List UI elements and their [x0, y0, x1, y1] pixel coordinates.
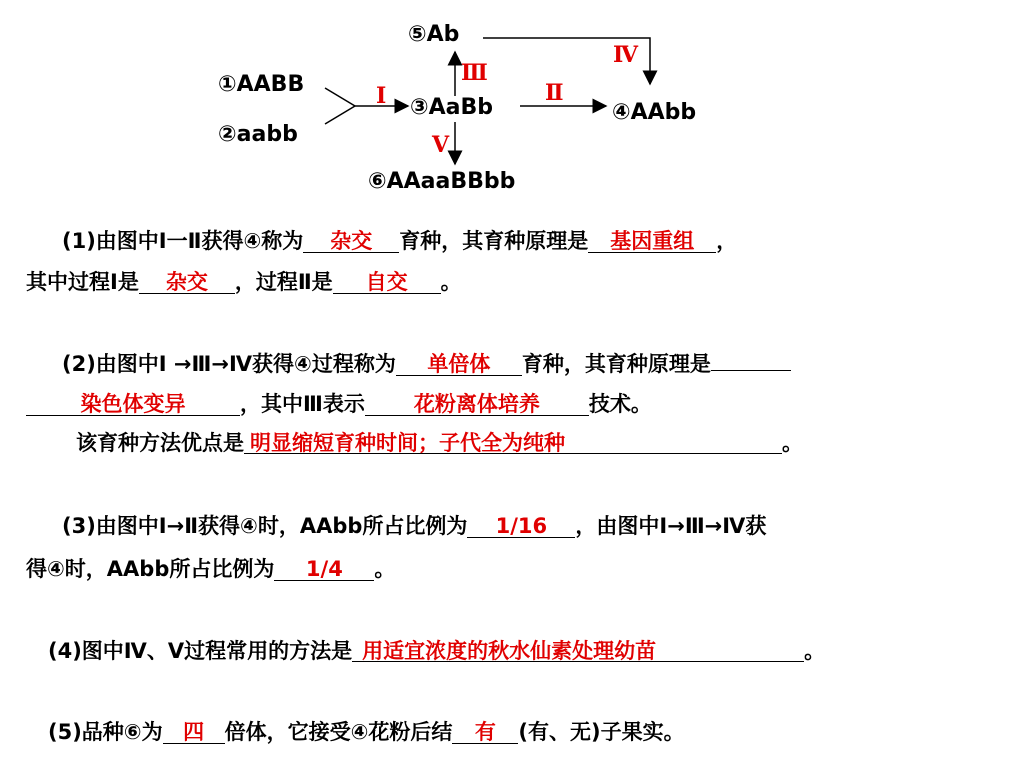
q2-line-1 [62, 345, 791, 378]
node-aaaabbbb-6: ⑥AAaaBBbb [368, 169, 516, 194]
label-process-3: Ⅲ [461, 60, 488, 86]
q1-line-1 [62, 227, 737, 255]
q2-blank-4 [244, 429, 782, 454]
q1-answer-1: 杂交 [330, 229, 373, 253]
q3-text-d: 。 [374, 557, 396, 581]
q2-answer-3: 花粉离体培养 [413, 392, 540, 416]
q2-blank-2b [26, 390, 240, 416]
q1-text-b: 育种，其育种原理是 [399, 229, 589, 253]
q1-blank-1 [303, 227, 399, 253]
label-process-4: Ⅳ [613, 42, 638, 68]
q2-blank-1 [396, 350, 522, 376]
q2-line-2 [26, 390, 652, 418]
q5-text-a: (5)品种⑥为 [48, 720, 163, 744]
label-process-5: V [432, 132, 450, 158]
q1-answer-4: 自交 [365, 270, 408, 294]
q4-answer-1: 用适宜浓度的秋水仙素处理幼苗 [362, 639, 657, 663]
q4-blank-1 [352, 637, 804, 662]
q2-text-e: 该育种方法优点是 [76, 431, 244, 455]
q1-answer-3: 杂交 [165, 270, 208, 294]
q3-blank-1 [467, 512, 575, 538]
cross-line-2 [325, 106, 355, 124]
q1-text-c: ， [716, 229, 738, 253]
q4-text-b: 。 [804, 639, 826, 663]
q3-text-c: 得④时，AAbb所占比例为 [26, 557, 275, 581]
q5-text-c: (有、无)子果实。 [518, 720, 685, 744]
q2-text-b: 育种，其育种原理是 [521, 352, 711, 376]
q5-blank-1 [163, 718, 225, 744]
q2-answer-4: 明显缩短育种时间；子代全为纯种 [250, 431, 565, 455]
cross-line-1 [325, 88, 355, 106]
q2-blank-2a [711, 345, 791, 371]
q2-text-f: 。 [782, 431, 803, 455]
q2-blank-3 [365, 390, 589, 416]
q1-answer-2: 基因重组 [610, 229, 695, 253]
q1-blank-2 [588, 227, 716, 253]
q3-line-2 [26, 555, 395, 583]
label-process-1: Ⅰ [376, 83, 387, 109]
q5-line-1 [48, 718, 685, 746]
node-aabb-3: ③AaBb [410, 95, 494, 120]
q1-blank-3 [139, 268, 235, 294]
q1-text-d: 其中过程Ⅰ是 [26, 270, 139, 294]
node-aabb-4: ④AAbb [612, 100, 697, 125]
q2-text-d: 技术。 [588, 392, 652, 416]
q3-text-b: ，由图中Ⅰ→Ⅲ→Ⅳ获 [575, 514, 767, 538]
q1-line-2 [26, 268, 462, 296]
q5-answer-2: 有 [474, 720, 496, 744]
q3-line-1 [62, 512, 766, 540]
q2-answer-2: 染色体变异 [80, 392, 186, 416]
q2-text-a: (2)由图中Ⅰ →Ⅲ→Ⅳ获得④过程称为 [62, 352, 396, 376]
q2-line-3 [76, 429, 803, 457]
q2-text-c: ，其中Ⅲ表示 [240, 392, 365, 416]
q5-text-b: 倍体，它接受④花粉后结 [224, 720, 453, 744]
q1-text-a: (1)由图中Ⅰ一Ⅱ获得④称为 [62, 229, 304, 253]
node-ab: ⑤Ab [408, 22, 460, 47]
q3-answer-1: 1/16 [495, 514, 548, 538]
node-aabb-1: ①AABB [218, 72, 305, 97]
q3-text-a: (3)由图中Ⅰ→Ⅱ获得④时，AAbb所占比例为 [62, 514, 468, 538]
q5-blank-2 [452, 718, 518, 744]
q4-line-1 [48, 637, 825, 665]
label-process-2: Ⅱ [545, 80, 564, 106]
q2-answer-1: 单倍体 [427, 352, 491, 376]
q1-text-e: ，过程Ⅱ是 [234, 270, 333, 294]
q3-answer-2: 1/4 [305, 557, 343, 581]
q1-text-f: 。 [440, 270, 462, 294]
q1-blank-4 [333, 268, 441, 294]
q4-text-a: (4)图中Ⅳ、V过程常用的方法是 [48, 639, 353, 663]
q5-answer-1: 四 [183, 720, 205, 744]
node-aabb-2: ②aabb [218, 122, 298, 147]
q3-blank-2 [274, 555, 374, 581]
